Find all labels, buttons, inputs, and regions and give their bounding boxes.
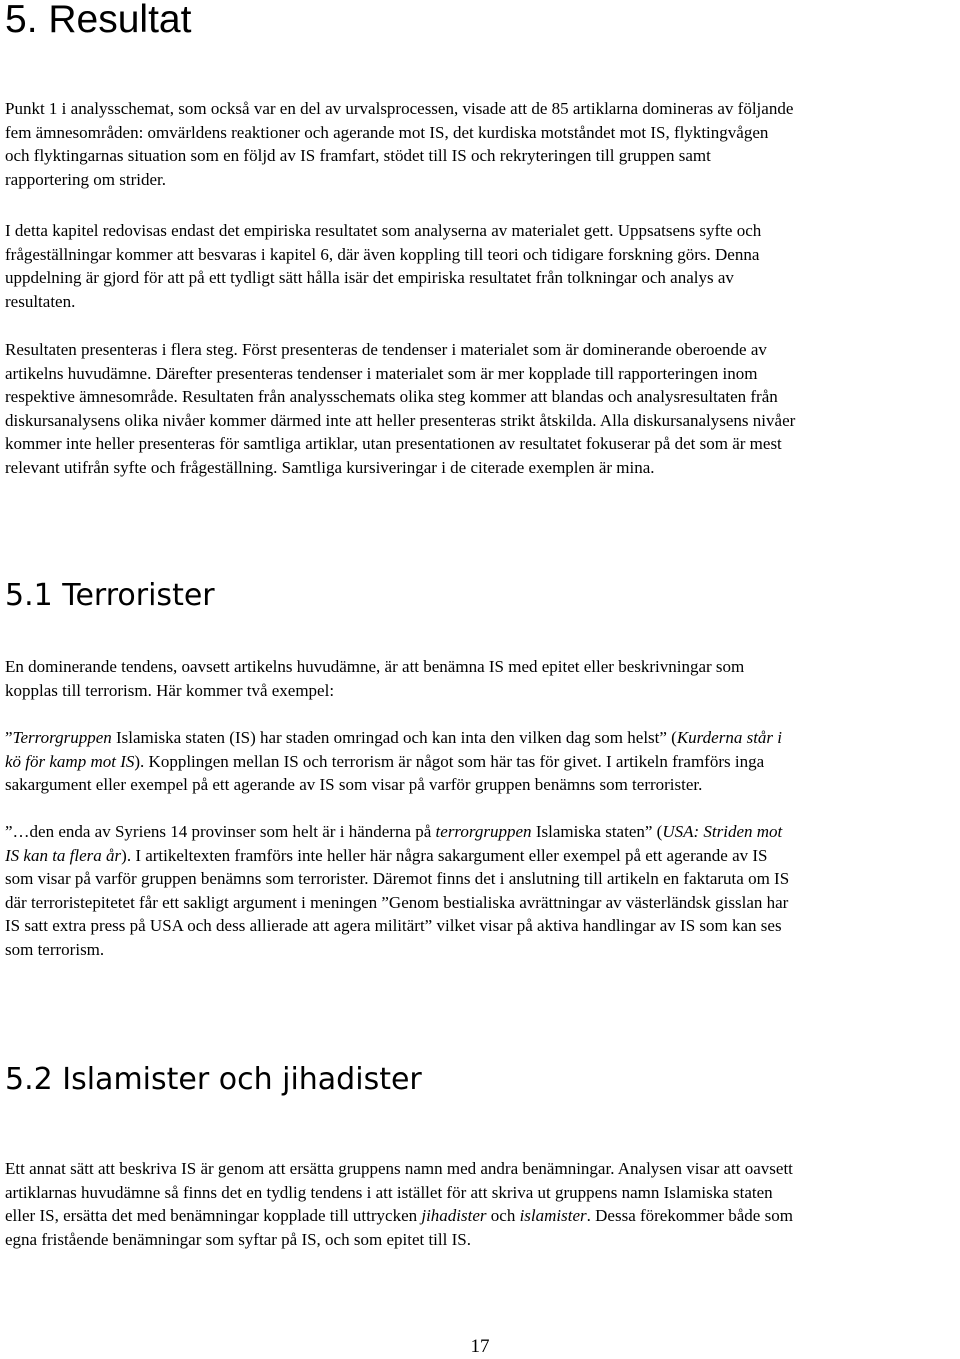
commentary-text: ). Kopplingen mellan IS och terrorism är något som här tas för givet. I artikeln framförs inga <box>134 751 765 771</box>
text-line: som terrorism. <box>5 939 105 959</box>
body-text: eller IS, ersätta det med benämningar kopplade till uttrycken <box>5 1206 422 1225</box>
source-title: IS kan ta flera år <box>5 845 122 865</box>
body-text: och <box>486 1206 520 1225</box>
text-line: och flyktingarnas situation som en följd av IS framfart, stödet till IS och rekryteringen till gruppen samt <box>5 146 711 165</box>
body-text: . Dessa förekommer både som <box>586 1206 793 1225</box>
text-line: Punkt 1 i analysschemat, som också var en del av urvalsprocessen, visade att de 85 artiklarna domineras av följande <box>5 99 794 118</box>
text-line: IS satt extra press på USA och dess allierade att agera militärt” vilket visar på aktiva handlingar av IS som kan ses <box>5 916 782 935</box>
text-line: En dominerande tendens, oavsett artikelns huvudämne, är att benämna IS med epitet eller beskrivningar som <box>5 657 745 676</box>
text-line: egna fristående benämningar som syftar på IS, och som epitet till IS. <box>5 1229 471 1249</box>
section-heading-islamister: 5.2 Islamister och jihadister <box>5 1062 422 1097</box>
text-line: rapportering om strider. <box>5 169 166 189</box>
text-line <box>5 726 782 750</box>
text-line: respektive ämnesområde. Resultaten från analysschemats olika steg kommer att blandas och analysresultaten från <box>5 387 778 406</box>
text-line: artikelns huvudämne. Därefter presenteras tendenser i materialet som är mer kopplade till rapporteringen inom <box>5 363 758 383</box>
text-line: där terroristepitetet får ett sakligt argument i meningen ”Genom bestialiska avrättningar av västerländsk gisslan har <box>5 892 789 912</box>
source-title: USA: Striden mot <box>662 822 783 841</box>
quote-text: ”…den enda av Syriens 14 provinser som helt är i händerna på <box>5 822 436 841</box>
quote-example-1 <box>5 726 782 797</box>
source-title: kö för kamp mot IS <box>5 751 135 771</box>
commentary-text: ). I artikeltexten framförs inte heller här några sakargument eller exempel på ett agerande av IS <box>121 845 768 865</box>
quote-mark: ” <box>5 728 13 747</box>
text-line <box>5 820 789 844</box>
text-line: relevant utifrån syfte och frågeställning. Samtliga kursiveringar i de citerade exemplen är mina. <box>5 457 655 477</box>
quote-text: Islamiska staten (IS) har staden omringad och kan inta den vilken dag som helst” ( <box>111 728 677 747</box>
quote-text: Islamiska staten” ( <box>531 822 663 841</box>
quote-example-2 <box>5 820 789 961</box>
text-line: kommer inte heller presenteras för samtliga artiklar, utan presentationen av resultatet fokuserar på det som är mest <box>5 434 782 453</box>
text-line <box>5 1204 793 1228</box>
italic-term: islamister <box>519 1206 587 1225</box>
italic-phrase: terrorgruppen <box>435 822 532 841</box>
scope-paragraph <box>5 219 761 313</box>
text-line: Resultaten presenteras i flera steg. Först presenteras de tendenser i materialet som är dominerande oberoende av <box>5 340 767 359</box>
intro-paragraph <box>5 97 793 191</box>
terrorism-paragraph <box>5 655 744 702</box>
method-paragraph <box>5 338 795 479</box>
chapter-heading: 5. Resultat <box>5 0 192 41</box>
text-line: frågeställningar kommer att besvaras i kapitel 6, där även koppling till teori och tidigare forskning görs. Denna <box>5 244 760 264</box>
text-line <box>5 844 789 868</box>
text-line: fem ämnesområden: omvärldens reaktioner och agerande mot IS, det kurdiska motståndet mot IS, flyktingvågen <box>5 122 769 142</box>
text-line: diskursanalysens olika nivåer kommer därmed inte att heller presenteras strikt åtskilda. Alla diskursanalysens nivåer <box>5 410 796 430</box>
italic-phrase: Terrorgruppen <box>12 728 112 747</box>
text-line: I detta kapitel redovisas endast det empiriska resultatet som analyserna av materialet gett. Uppsatsens syfte och <box>5 221 762 240</box>
text-line <box>5 750 782 774</box>
text-line: uppdelning är gjord för att på ett tydligt sätt hålla isär det empiriska resultatet från tolkningar och analys av <box>5 268 734 287</box>
italic-term: jihadister <box>421 1206 487 1225</box>
text-line: kopplas till terrorism. Här kommer två exempel: <box>5 680 335 700</box>
page-number: 17 <box>470 1336 490 1357</box>
text-line: som visar på varför gruppen benämns som terrorister. Däremot finns det i anslutning till artikeln en faktaruta om IS <box>5 869 790 888</box>
text-line: Ett annat sätt att beskriva IS är genom att ersätta gruppens namn med andra benämningar. Analysen visar att oavsett <box>5 1159 793 1178</box>
section-heading-terrorister: 5.1 Terrorister <box>5 578 215 613</box>
text-line: sakargument eller exempel på ett agerande av IS som visar på varför gruppen benämns som terrorister. <box>5 775 703 794</box>
text-line: artiklarnas huvudämne så finns det en tydlig tendens i att istället för att skriva ut gruppens namn Islamiska staten <box>5 1182 773 1202</box>
islamister-paragraph <box>5 1157 793 1251</box>
text-line: resultaten. <box>5 291 76 311</box>
source-title: Kurderna står i <box>676 728 783 747</box>
